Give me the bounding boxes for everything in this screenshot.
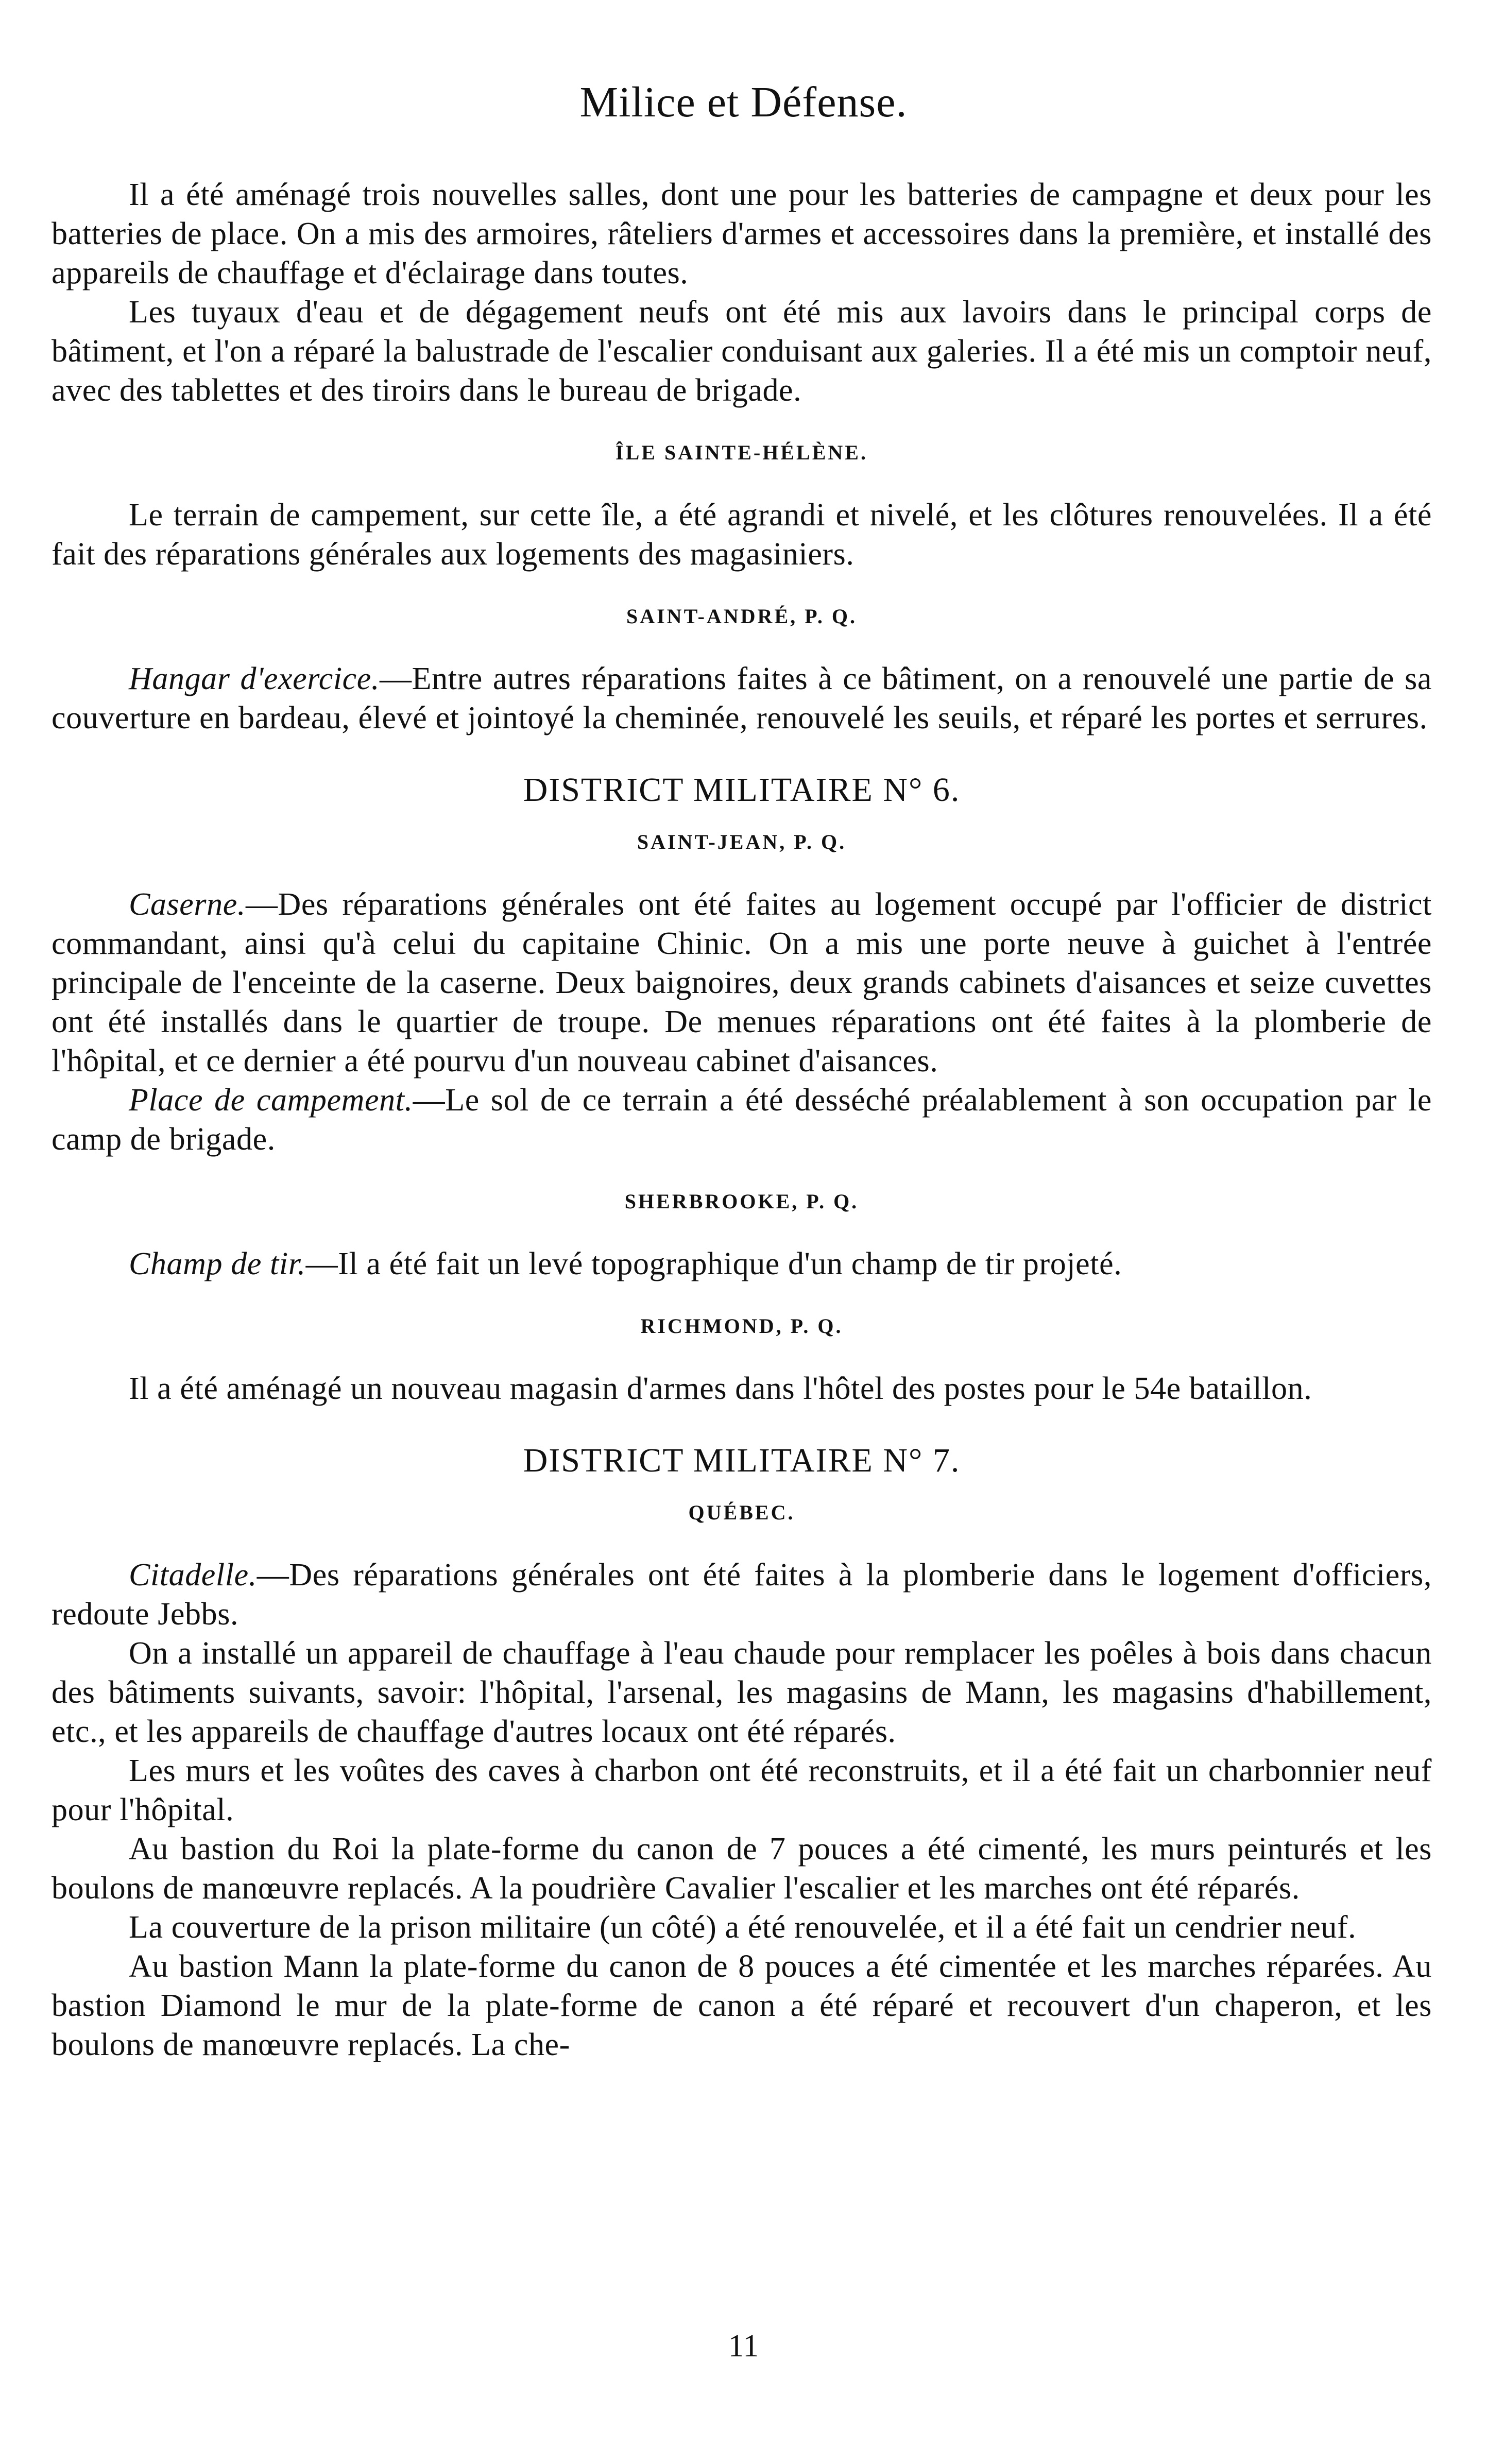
paragraph: La couverture de la prison militaire (un côté) a été renouvelée, et il a été fait un cendrier neuf. — [129, 1910, 1357, 1945]
paragraph: Il a été aménagé un nouveau magasin d'armes dans l'hôtel des postes pour le 54e bataillon. — [129, 1371, 1312, 1406]
page-title: Milice et Défense. — [579, 78, 908, 126]
section-heading: SAINT-ANDRÉ, P. Q. — [626, 605, 857, 628]
paragraph: Citadelle.—Des réparations générales ont été faites à la plomberie dans le logement d'officiers, redoute Jebbs. — [52, 1558, 1432, 1632]
page-number: 11 — [728, 2329, 759, 2364]
paragraph-lead: Hangar d'exercice. — [129, 661, 380, 696]
paragraph: Champ de tir.—Il a été fait un levé topographique d'un champ de tir projeté. — [129, 1246, 1122, 1281]
paragraph: Caserne.—Des réparations générales ont été faites au logement occupé par l'officier de district commandant, ainsi qu'à celui du capitaine Chinic. On a mis une porte neuve à guichet à l'entrée principale de l'enceinte de la caserne. Deux baignoires, deux grands cabinets d'aisances et seize cuvettes ont été installés dans le quartier de troupe. De menues réparations ont été faites à la plomberie de l'hôpital, et ce dernier a été pourvu d'un nouveau cabinet d'aisances. — [52, 887, 1432, 1079]
district-heading: DISTRICT MILITAIRE N° 6. — [523, 771, 961, 809]
paragraph-lead: Champ de tir. — [129, 1246, 306, 1281]
paragraph: Il a été aménagé trois nouvelles salles, dont une pour les batteries de campagne et deux pour les batteries de place. On a mis des armoires, râteliers d'armes et accessoires dans la première, et installé des appareils de chauffage et d'éclairage dans toutes. — [52, 177, 1432, 290]
document-body — [52, 175, 1432, 2064]
paragraph-lead: Citadelle. — [129, 1558, 257, 1593]
paragraph: Les tuyaux d'eau et de dégagement neufs ont été mis aux lavoirs dans le principal corps de bâtiment, et l'on a réparé la balustrade de l'escalier conduisant aux galeries. Il a été mis un comptoir neuf, avec des tablettes et des tiroirs dans le bureau de brigade. — [52, 295, 1432, 408]
paragraph: Place de campement.—Le sol de ce terrain a été desséché préalablement à son occupation par le camp de brigade. — [52, 1083, 1432, 1157]
paragraph-lead: Caserne. — [129, 887, 246, 922]
section-heading: QUÉBEC. — [688, 1501, 795, 1524]
paragraph: On a installé un appareil de chauffage à l'eau chaude pour remplacer les poêles à bois dans chacun des bâtiments suivants, savoir: l'hôpital, l'arsenal, les magasins de Mann, les magasins d'habillement, etc., et les appareils de chauffage d'autres locaux ont été réparés. — [52, 1636, 1432, 1749]
section-heading: RICHMOND, P. Q. — [640, 1314, 843, 1338]
paragraph: Hangar d'exercice.—Entre autres réparations faites à ce bâtiment, on a renouvelé une partie de sa couverture en bardeau, élevé et jointoyé la cheminée, renouvelé les seuils, et réparé les portes et serrures. — [52, 661, 1432, 735]
paragraph-lead: Place de campement. — [129, 1083, 413, 1118]
paragraph: Au bastion du Roi la plate-forme du canon de 7 pouces a été cimenté, les murs peinturés et les boulons de manœuvre replacés. A la poudrière Cavalier l'escalier et les marches ont été réparés. — [52, 1832, 1432, 1906]
section-heading: SAINT-JEAN, P. Q. — [637, 830, 847, 853]
section-heading: ÎLE SAINTE-HÉLÈNE. — [616, 441, 868, 464]
paragraph: Le terrain de campement, sur cette île, a été agrandi et nivelé, et les clôtures renouvelées. Il a été fait des réparations générales aux logements des magasiniers. — [52, 498, 1432, 572]
paragraph: Au bastion Mann la plate-forme du canon de 8 pouces a été cimentée et les marches réparées. Au bastion Diamond le mur de la plate-forme de canon a été réparé et recouvert d'un chaperon, et les boulons de manœuvre replacés. La che- — [52, 1949, 1432, 2062]
district-heading: DISTRICT MILITAIRE N° 7. — [523, 1442, 961, 1479]
section-heading: SHERBROOKE, P. Q. — [624, 1190, 859, 1213]
paragraph: Les murs et les voûtes des caves à charbon ont été reconstruits, et il a été fait un charbonnier neuf pour l'hôpital. — [52, 1753, 1432, 1827]
